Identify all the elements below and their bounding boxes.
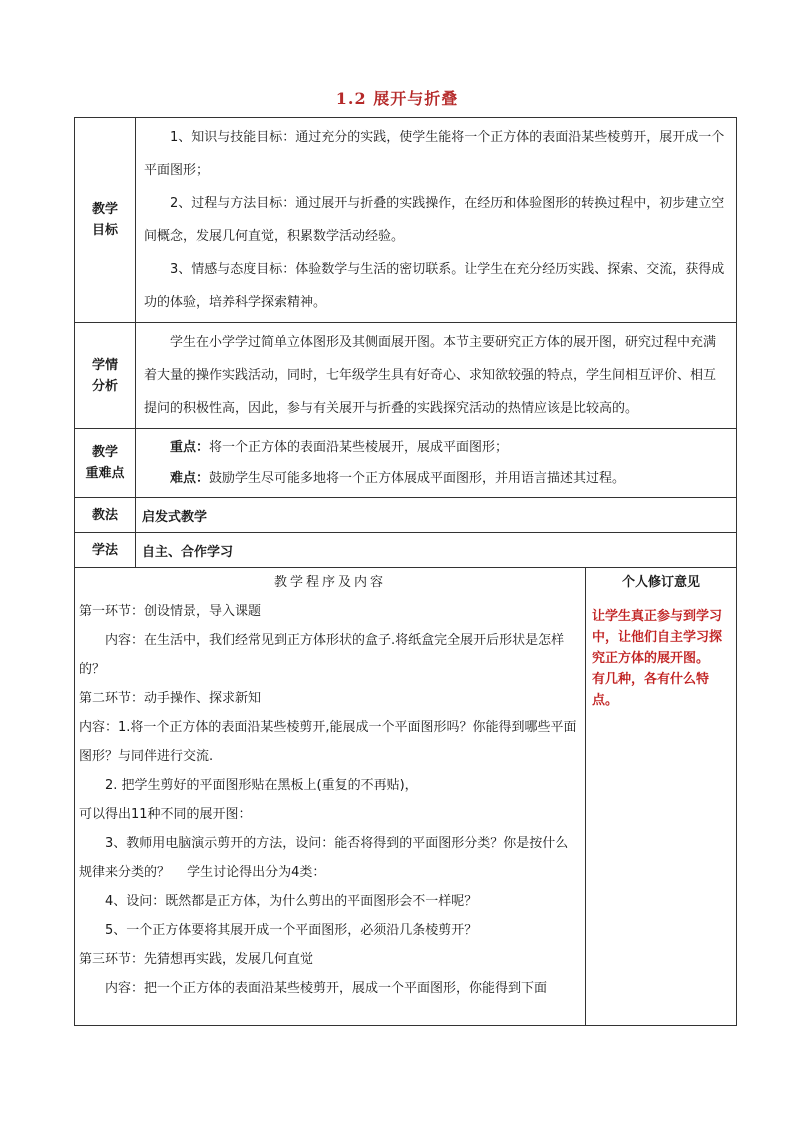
method-row — [75, 498, 737, 533]
procedure-line: 第二环节：动手操作、探求新知 — [79, 691, 262, 706]
revision-column — [586, 568, 737, 1026]
analysis-content: 学生在小学学过简单立体图形及其侧面展开图。本节主要研究正方体的展开图，研究过程中充满着大量的操作实践活动，同时，七年级学生具有好奇心、求知欲较强的特点，学生间相互评价、相互提问的积极性高，因此，参与有关展开与折叠的实践探究活动的热情应该是比较高的。 — [136, 323, 737, 429]
difficulty-text: 鼓励学生尽可能多地将一个正方体展成平面图形，并用语言描述其过程。 — [209, 471, 626, 486]
procedure-header: 教学程序及内容 — [273, 575, 386, 590]
revision-header: 个人修订意见 — [621, 575, 700, 590]
procedure-line: 第一环节：创设情景，导入课题 — [79, 604, 262, 619]
keypoints-content — [136, 429, 737, 498]
study-value: 自主、合作学习 — [136, 533, 737, 568]
procedure-content — [75, 568, 586, 1026]
procedure-line: 内容：在生活中，我们经常见到正方体形状的盒子.将纸盒完全展开后形状是怎样的？ — [79, 633, 565, 677]
procedure-line: 5、一个正方体要将其展开成一个平面图形，必须沿几条棱剪开？ — [105, 923, 478, 938]
goal-1: 1、知识与技能目标：通过充分的实践，使学生能将一个正方体的表面沿某些棱剪开，展开成一个平面图形； — [144, 130, 725, 178]
lesson-plan-table — [74, 117, 737, 1026]
procedure-line: 内容：把一个正方体的表面沿某些棱剪开，展成一个平面图形，你能得到下面 — [105, 981, 548, 996]
procedure-line: 可以得出11种不同的展开图： — [79, 807, 252, 822]
study-label: 学法 — [75, 533, 136, 568]
method-label: 教法 — [75, 498, 136, 533]
analysis-row — [75, 323, 737, 429]
procedure-line: 4、设问：既然都是正方体，为什么剪出的平面图形会不一样呢？ — [105, 894, 478, 909]
keypoints-row — [75, 429, 737, 498]
procedure-line: 2. 把学生剪好的平面图形贴在黑板上(重复的不再贴)， — [105, 778, 418, 793]
revision-note-2: 有几种，各有什么特点。 — [592, 672, 710, 708]
goal-2: 2、过程与方法目标：通过展开与折叠的实践操作，在经历和体验图形的转换过程中，初步建立空间概念，发展几何直觉，积累数学活动经验。 — [144, 196, 725, 244]
revision-note-1: 让学生真正参与到学习中，让他们自主学习探究正方体的展开图。 — [592, 609, 723, 666]
difficulty-label: 难点： — [170, 471, 210, 486]
procedure-line: 3、教师用电脑演示剪开的方法，设问：能否将得到的平面图形分类？你是按什么规律来分类的？ 学生讨论得出分为4类： — [79, 836, 569, 880]
key-point-label: 重点： — [170, 440, 210, 455]
revision-note — [592, 606, 730, 711]
procedure-line: 内容：1.将一个正方体的表面沿某些棱剪开,能展成一个平面图形吗？你能得到哪些平面图形？与同伴进行交流. — [79, 720, 577, 764]
method-value: 启发式教学 — [136, 498, 737, 533]
analysis-label: 学情 分析 — [75, 323, 136, 429]
procedure-lines — [79, 597, 581, 1003]
goals-content — [136, 118, 737, 323]
goals-label: 教学 目标 — [75, 118, 136, 323]
key-point-text: 将一个正方体的表面沿某些棱展开，展成平面图形； — [209, 440, 509, 455]
page-title: 1.2 展开与折叠 — [335, 89, 459, 108]
keypoints-label: 教学 重难点 — [75, 429, 136, 498]
goal-3: 3、情感与态度目标：体验数学与生活的密切联系。让学生在充分经历实践、探索、交流，获得成功的体验，培养科学探索精神。 — [144, 262, 725, 310]
procedure-line: 第三环节：先猜想再实践，发展几何直觉 — [79, 952, 314, 967]
procedure-row — [75, 568, 737, 1026]
goals-row — [75, 118, 737, 323]
study-row — [75, 533, 737, 568]
